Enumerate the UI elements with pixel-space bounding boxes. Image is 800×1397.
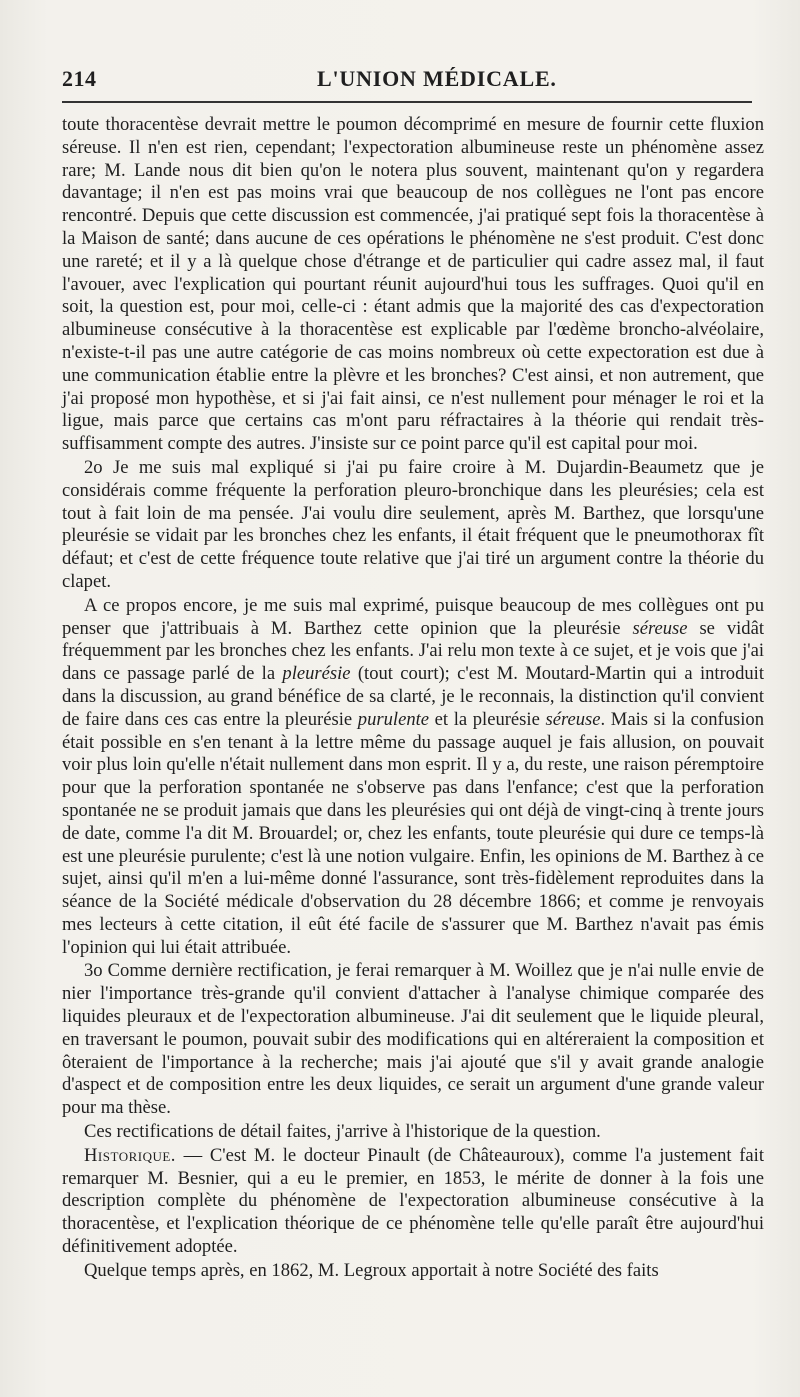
text-run: (tout court); c'est M. Moutard-Martin qui a introduit dans la discussion, au grand bénéfice de sa clarté, je le reconnais, la distinction qu'il convient de faire dans ces cas entre la pleurésie: [62, 663, 764, 730]
text-run: — C'est M. le docteur Pinault (de Châteauroux), comme l'a justement fait remarquer M. Besnier, qui a eu le premier, en 1853, le mérite de donner à la fois une description complète du phénomène de l'expectoration albumineuse consécutive à la thoracentèse, et l'explication théorique de ce phénomène telle qu'elle paraît être aujourd'hui définitivement adoptée.: [62, 1144, 764, 1258]
text-run: et la pleurésie: [429, 708, 546, 730]
text-run: se vidât fréquemment par les bronches chez les enfants. J'ai relu mon texte à ce sujet, et je vois que j'ai dans ce passage parlé de la: [62, 617, 765, 685]
page-header: [62, 66, 752, 96]
italic-term: séreuse: [545, 708, 601, 730]
italic-term: séreuse: [632, 617, 688, 639]
text-run: . Mais si la confusion était possible en s'en tenant à la lettre même du passage auquel je fais allusion, on pouvait voir plus loin qu'elle n'était nullement dans mon esprit. Il y a, du reste, une raison péremptoire pour que la perforation spontanée ne s'observe pas dans l'enfance; c'est que la perforation spontanée ne se produit jamais que dans les pleurésies qui ont déjà de vingt-cinq à trente jours de date, comme l'a dit M. Brouardel; or, chez les enfants, toute pleurésie qui dure ce temps-là est une pleurésie purulente; c'est là une notion vulgaire. Enfin, les opinions de M. Barthez à ce sujet, ainsi qu'il m'en a lui-même donné l'assurance, sont très-fidèlement reproduites dans la séance de la Société médicale d'observation du 28 décembre 1866; et comme je renvoyais mes lecteurs à cette citation, il eût été facile de s'assurer que M. Barthez n'avait pas émis l'opinion qui lui était attribuée.: [62, 708, 764, 958]
section-heading-historique: Historique.: [84, 1144, 176, 1166]
paragraph-historique: [62, 1145, 764, 1259]
italic-term: pleurésie: [282, 663, 351, 685]
paragraph-point-3: 3o Comme dernière rectification, je ferai remarquer à M. Woillez que je n'ai nulle envie de nier l'importance très-grande qu'il convient d'attacher à l'analyse chimique comparée des liquides pleuraux et de l'expectoration albumineuse. J'ai dit seulement que le liquide pleural, en traversant le poumon, pouvait subir des modifications qui en altéreraient la composition et ôteraient de l'importance à la recherche; mais j'ai ajouté que s'il y avait grande analogie d'aspect et de composition entre les deux liquides, ce serait un argument d'une grande valeur pour ma thèse.: [62, 960, 764, 1119]
paragraph-legroux: Quelque temps après, en 1862, M. Legroux apportait à notre Société des faits: [84, 1259, 659, 1281]
italic-term: purulente: [357, 708, 430, 730]
paragraph-point-2: 2o Je me suis mal expliqué si j'ai pu faire croire à M. Dujardin-Beaumetz que je considérais comme fréquente la perforation pleuro-bronchique dans les pleurésies; cela est tout à fait loin de ma pensée. J'ai voulu dire seulement, après M. Barthez, que lorsqu'une pleurésie se vidait par les bronches chez les enfants, il était fréquent que le pneumothorax fît défaut; et c'est de cette fréquence toute relative que j'ai tiré un argument contre la théorie du clapet.: [62, 456, 764, 592]
paragraph-barthez: [62, 595, 764, 960]
paragraph-continuation: toute thoracentèse devrait mettre le poumon décomprimé en mesure de fournir cette fluxion séreuse. Il n'en est rien, cependant; l'expectoration albumineuse reste un phénomène assez rare; M. Lande nous dit bien qu'on le notera plus souvent, maintenant qu'on y regardera davantage; il n'en est pas moins vrai que beaucoup de nos collègues ne l'ont pas encore rencontré. Depuis que cette discussion est commencée, j'ai pratiqué sept fois la thoracentèse à la Maison de santé; dans aucune de ces opérations le phénomène ne s'est produit. C'est donc une rareté; et il y a là quelque chose d'étrange et de particulier qui cadre assez mal, il faut l'avouer, avec l'explication qui pourtant réunit aujourd'hui tous les suffrages. Quoi qu'il en soit, la question est, pour moi, celle-ci : étant admis que la majorité des cas d'expectoration albumineuse consécutive à la thoracentèse est explicable par l'œdème broncho-alvéolaire, n'existe-t-il pas une autre catégorie de cas moins nombreux où cette expectoration est due à une communication établie entre la plèvre et les bronches? C'est ainsi, et non autrement, que j'ai proposé mon hypothèse, et si j'ai fait ainsi, ce n'est nullement pour ménager le roi et la ligue, mais parce que certains cas m'ont paru réfractaires à la théorie qui rendait très-suffisamment compte des autres. J'insiste sur ce point parce qu'il est capital pour moi.: [62, 114, 764, 455]
article-body: [62, 114, 764, 1283]
header-rule: [62, 101, 752, 103]
text-run: A ce propos encore, je me suis mal exprimé, puisque beaucoup de mes collègues ont pu penser que j'attribuais à M. Barthez cette opinion que la pleurésie: [62, 594, 764, 639]
journal-title: L'UNION MÉDICALE.: [317, 66, 557, 91]
paragraph-transition: Ces rectifications de détail faites, j'arrive à l'historique de la question.: [84, 1121, 601, 1143]
page-number: 214: [62, 66, 97, 91]
